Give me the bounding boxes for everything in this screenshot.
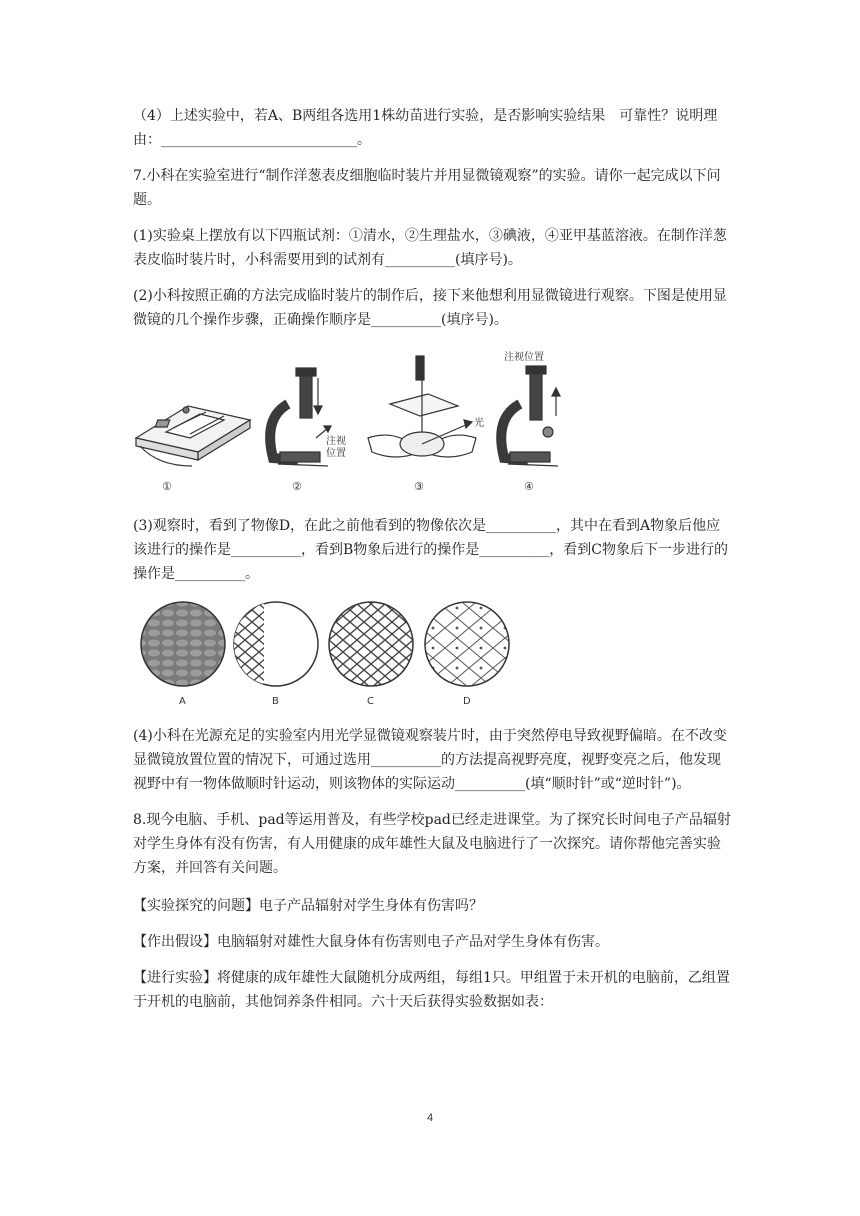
view-d: [425, 602, 509, 686]
microscope-views-figure: [133, 598, 533, 710]
view-label-d: D: [463, 696, 471, 707]
step1-slide-on-stage: [136, 406, 250, 466]
page-number: 4: [426, 1112, 434, 1124]
q7-part1: (1)实验桌上摆放有以下四瓶试剂：①清水，②生理盐水，③碘液，④亚甲基蓝溶液。在制作洋葱表皮临时装片时，小科需要用到的试剂有__________(填序号)。: [133, 228, 727, 268]
q8-experiment: 【进行实验】将健康的成年雄性大鼠随机分成两组，每组1只。甲组置于未开机的电脑前，乙组置于开机的电脑前，其他饲养条件相同。六十天后获得实验数据如表：: [133, 970, 730, 1010]
q7-part2: (2)小科按照正确的方法完成临时装片的制作后，接下来他想利用显微镜进行观察。下图是使用显微镜的几个操作步骤，正确操作顺序是__________(填序号)。: [133, 288, 727, 328]
step-label-2: ②: [292, 480, 302, 493]
view-label-b: B: [272, 696, 279, 707]
view-label-c: C: [367, 696, 374, 707]
q8-hypothesis: 【作出假设】电脑辐射对雄性大鼠身体有伤害则电子产品对学生身体有伤害。: [133, 934, 609, 950]
step4-raise-tube: [501, 366, 560, 466]
view-label-a: A: [179, 696, 186, 707]
gaze-label-side-2: 位置: [326, 448, 346, 459]
view-c: [329, 602, 413, 686]
step3-adjust-light: [368, 356, 476, 457]
step2-lower-tube: [270, 368, 331, 466]
gaze-label-side-1: 注视: [326, 436, 346, 447]
step-label-1: ①: [162, 480, 172, 493]
gaze-label-top: 注视位置: [504, 352, 544, 363]
light-label: 光: [474, 418, 484, 429]
q8-intro: 8.现今电脑、手机、pad等运用普及，有些学校pad已经走进课堂。为了探究长时间电子产品辐射对学生身体有没有伤害，有人用健康的成年雄性大鼠及电脑进行了一次探究。请你帮他完善实验方案，并回答有关问题。: [133, 812, 731, 876]
q7-part4: (4)小科在光源充足的实验室内用光学显微镜观察装片时，由于突然停电导致视野偏暗。在不改变显微镜放置位置的情况下，可通过选用__________的方法提高视野亮度，视野变亮之后，他发现视野中有一物体做顺时针运动，则该物体的实际运动__________(填“顺时针”或“逆时针”)。: [133, 728, 727, 792]
microscope-steps-figure: [128, 348, 568, 498]
view-b: [234, 602, 318, 686]
q8-question: 【实验探究的问题】电子产品辐射对学生身体有伤害吗？: [133, 898, 483, 914]
step-label-4: ④: [524, 480, 534, 493]
q7-part3: (3)观察时，看到了物像D，在此之前他看到的物像依次是__________，其中在看到A物象后他应该进行的操作是__________，看到B物象后进行的操作是__________，看到C物象后下一步进行的操作是__________。: [133, 518, 728, 582]
step-label-3: ③: [414, 480, 424, 493]
view-a: [141, 602, 225, 686]
q6-part4: （4）上述实验中，若A、B两组各选用1株幼苗进行实验，是否影响实验结果 可靠性？说明理由：____________________________。: [133, 108, 718, 148]
q7-intro: 7.小科在实验室进行“制作洋葱表皮细胞临时装片并用显微镜观察”的实验。请你一起完成以下问题。: [133, 168, 721, 208]
